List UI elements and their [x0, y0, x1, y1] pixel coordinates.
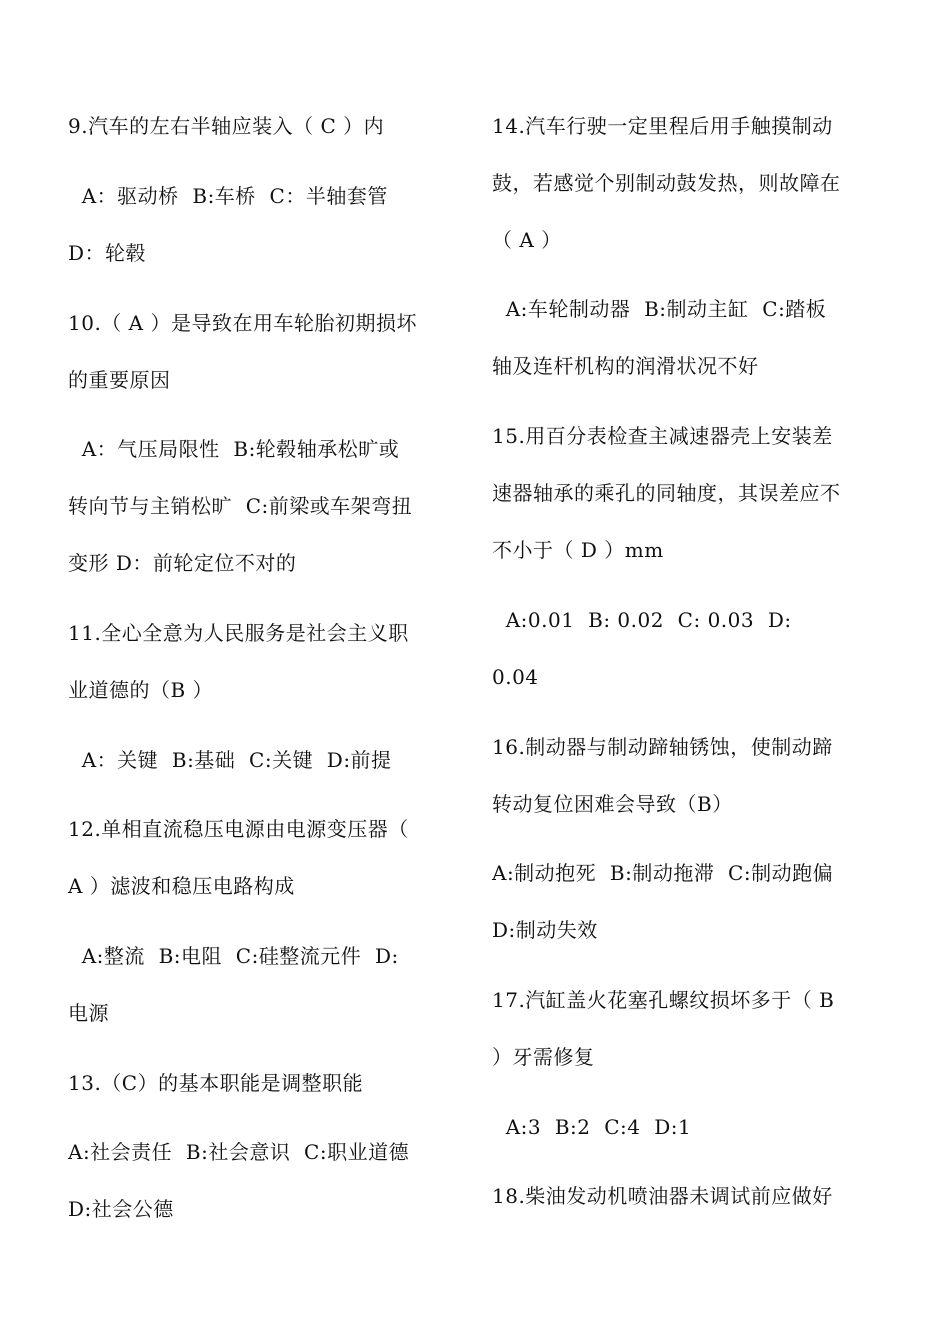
question-16-options: A:制动抱死 B:制动拖滞 C:制动跑偏 [492, 861, 834, 885]
question-15-title-cont2: 不小于（ D ）mm [492, 538, 664, 562]
question-10-options: A：气压局限性 B:轮毂轴承松旷或 [68, 437, 400, 461]
question-12-title: 12.单相直流稳压电源由电源变压器（ [68, 817, 409, 841]
question-10-options-cont2: 变形 D：前轮定位不对的 [68, 551, 297, 575]
question-17-title: 17.汽缸盖火花塞孔螺纹损坏多于（ B [492, 988, 835, 1012]
question-9-options: A：驱动桥 B:车桥 C：半轴套管 [68, 184, 388, 208]
question-9-title: 9.汽车的左右半轴应装入（ C ）内 [68, 114, 385, 138]
question-14-title-cont: 鼓，若感觉个别制动鼓发热，则故障在 [492, 171, 841, 195]
question-10-title-cont: 的重要原因 [68, 368, 171, 392]
question-9-options-cont: D：轮毂 [68, 241, 147, 265]
question-17-options: A:3 B:2 C:4 D:1 [492, 1115, 692, 1139]
question-14-options-cont: 轴及连杆机构的润滑状况不好 [492, 354, 759, 378]
question-14-title: 14.汽车行驶一定里程后用手触摸制动 [492, 114, 833, 138]
question-16-title-cont: 转动复位困难会导致（B） [492, 792, 733, 816]
question-11-options: A：关键 B:基础 C:关键 D:前提 [68, 748, 392, 772]
question-15-title: 15.用百分表检查主减速器壳上安装差 [492, 424, 833, 448]
question-15-title-cont: 速器轴承的乘孔的同轴度，其误差应不 [492, 481, 841, 505]
question-13-title: 13.（C）的基本职能是调整职能 [68, 1071, 364, 1095]
question-12-title-cont: A ）滤波和稳压电路构成 [68, 874, 295, 898]
question-13-options: A:社会责任 B:社会意识 C:职业道德 [68, 1140, 410, 1164]
question-18-title: 18.柴油发动机喷油器未调试前应做好 [492, 1184, 833, 1208]
question-10-title: 10.（ A ）是导致在用车轮胎初期损坏 [68, 311, 417, 335]
question-16-title: 16.制动器与制动蹄轴锈蚀，使制动蹄 [492, 735, 833, 759]
question-13-options-cont: D:社会公德 [68, 1197, 174, 1221]
question-15-options: A:0.01 B: 0.02 C: 0.03 D: [492, 608, 792, 632]
question-12-options-cont: 电源 [68, 1001, 109, 1025]
question-14-title-cont2: （ A ） [492, 228, 562, 252]
question-16-options-cont: D:制动失效 [492, 918, 598, 942]
question-10-options-cont: 转向节与主销松旷 C:前梁或车架弯扭 [68, 494, 413, 518]
question-12-options: A:整流 B:电阻 C:硅整流元件 D: [68, 944, 399, 968]
question-15-options-cont: 0.04 [492, 665, 539, 689]
question-14-options: A:车轮制动器 B:制动主缸 C:踏板 [492, 297, 827, 321]
question-11-title-cont: 业道德的（B ） [68, 678, 214, 702]
question-11-title: 11.全心全意为人民服务是社会主义职 [68, 621, 409, 645]
question-17-title-cont: ）牙需修复 [492, 1045, 595, 1069]
